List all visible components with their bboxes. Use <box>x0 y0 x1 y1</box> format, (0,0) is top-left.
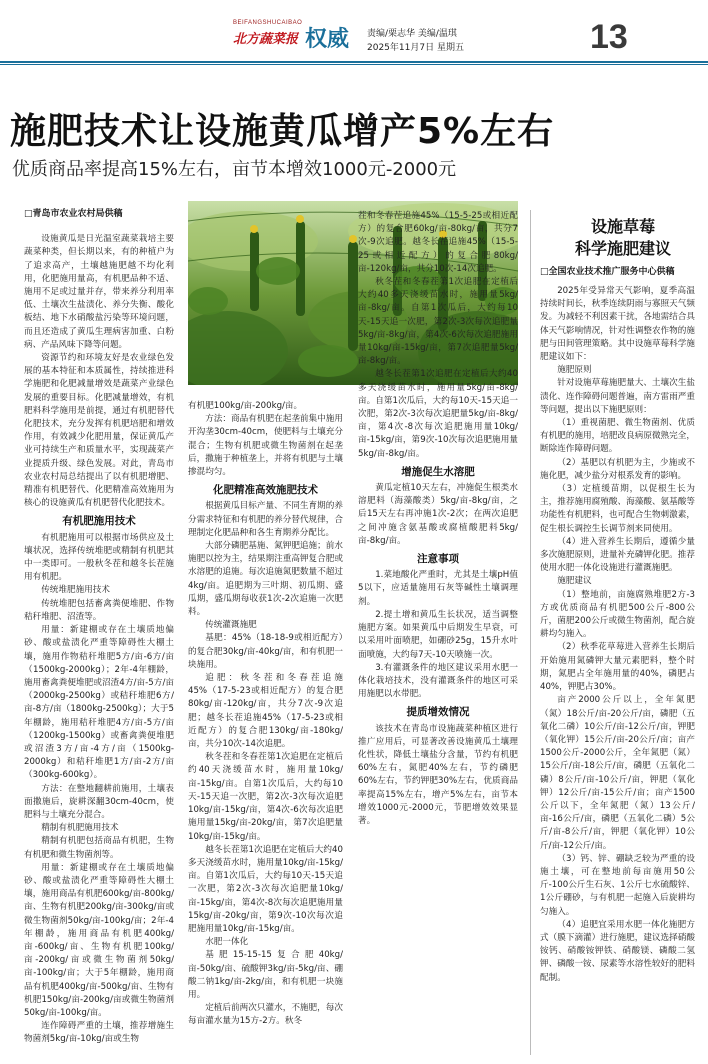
section-heading: 有机肥施用技术 <box>62 515 136 528</box>
paragraph: 2025年受异常天气影响，夏季高温持续时间长，秋季连续阴雨与寡照天气频发。为减轻不利因素干扰，各地需结合具体天气影响情况，针对性调整农作物的施肥与田间管理策略。其中设施草莓科学施肥建议如下： <box>540 286 695 363</box>
section-heading: 增施促生水溶肥 <box>401 465 475 478</box>
sub-heading: 精制有机肥施用技术 <box>41 823 119 834</box>
paragraph: （2）基肥以有机肥为主，少施或不施化肥，减少盐分对根系发育的影响。 <box>540 457 695 481</box>
paragraph: 秋冬茬和冬春茬第1次追肥在定植后约40天浇缓苗水时，施用量10kg/亩-15kg/亩。自第1次瓜后，大约每10天-15天追一次肥，第2次-3次每次追肥10kg/亩-15kg/亩，第4次-6次每次追肥施用量15kg/亩-20kg/亩，第7次追肥量10kg/亩-15kg/亩。 <box>188 752 343 842</box>
article-column-3 <box>358 210 518 1060</box>
sub-heading: 传统堆肥施用技术 <box>41 585 110 596</box>
masthead-rule <box>0 61 708 63</box>
paragraph: 追肥：秋冬茬和冬春茬追施45%（17-5-23或相近配方）的复合肥80kg/亩-120kg/亩，共分7次-9次追肥；越冬长茬追施45%（17-5-23或相近配方）的复合肥130kg/亩-180kg/亩，共分10次-14次追肥。 <box>188 673 343 750</box>
paragraph: 资源节约和环境友好是农业绿色发展的基本特征和本质属性，持续推进科学施肥和化肥减量增效是蔬菜产业绿色发展的重要目标。化肥减量增效，有机肥料科学施用是前提，通过有机肥替代化肥技术，充分发挥有机肥培肥和增效作用，有效减少化肥用量，保证黄瓜产业可持续生产和质量水平，实现蔬菜产业提质升级、绿色发展。对此，青岛市农业农村局总结提出了以有机肥增肥、精准有机肥替代、化肥精准高效施用为核心的设施黄瓜有机肥替代化肥技术。 <box>24 353 174 509</box>
paragraph: （1）整地前，亩施腐熟堆肥2方-3方或优质商品有机肥500公斤-800公斤，菌肥200公斤或微生物菌剂，配合旋耕均匀施入。 <box>540 589 695 640</box>
paragraph: 方法：在整地翻耕前施用，土壤表面撒施后，旋耕深翻30cm-40cm，使肥料与土壤充分混合。 <box>24 783 174 820</box>
sidebar-title-line1: 设施草莓 <box>590 217 655 236</box>
masthead-rule-thin <box>0 64 708 65</box>
paragraph: 有机肥施用可以根据市场供应及土壤状况，选择传统堆肥或精制有机肥其中一类即可。一般秋冬茬和越冬长茬施用有机肥。 <box>24 532 174 583</box>
article-column-2 <box>188 400 343 1060</box>
sidebar-byline: □全国农业技术推广服务中心供稿 <box>540 267 675 277</box>
paragraph: 连作障碍严重的土壤，推荐增施生物菌剂5kg/亩-10kg/亩或生物 <box>24 1021 174 1045</box>
masthead <box>0 0 708 62</box>
headline: 施肥技术让设施黄瓜增产5%左右 <box>10 111 555 152</box>
article-byline: □青岛市农业农村局供稿 <box>24 209 123 219</box>
paragraph: 传统堆肥包括畜禽粪便堆肥、作物秸秆堆肥、沼渣等。 <box>24 598 174 622</box>
paragraph: 3.有灌溉条件的地区建议采用水肥一体化栽培技术，没有灌溉条件的地区可采用施肥以水带肥。 <box>358 662 518 700</box>
subheadline: 优质商品率提高15%左右，亩节本增效1000元-2000元 <box>12 159 457 180</box>
sub-heading: 施肥原则 <box>557 365 592 376</box>
masthead-editors: 责编/栗志华 美编/温琪 <box>367 29 457 39</box>
paragraph: 2.提土增和黄瓜生长状况，适当调整施肥方案。如果黄瓜中后期发生早衰，可以采用叶面喷肥，如硼砂25g，15升水叶面喷施，大约每7天-10天喷施一次。 <box>358 609 518 660</box>
column-divider <box>530 210 531 1055</box>
section-heading: 注意事项 <box>417 553 459 566</box>
paragraph: 用量：新建棚或存在土壤质地偏砂、酸或盐渍化严重等障碍性大棚土壤，施用商品有机肥600kg/亩-800kg/亩、生物有机肥200kg/亩-300kg/亩或微生物菌剂50kg/亩-100kg/亩；2年-4年棚龄，施用商品有机肥400kg/亩-600kg/亩、生物有机肥100kg/亩-200kg/亩或微生物菌剂50kg/亩-100kg/亩；大于5年棚龄，施用商品有机肥400kg/亩-500kg/亩、生物有机肥150kg/亩-200kg/亩或微生物菌剂50kg/亩-100kg/亩。 <box>24 862 174 1018</box>
masthead-date: 2025年11月7日 星期五 <box>367 43 464 53</box>
paragraph: 1.菜地酸化严重时，尤其是土壤pH值5以下，应适量施用石灰等碱性土壤调理剂。 <box>358 570 518 607</box>
sub-heading: 施肥建议 <box>557 576 592 587</box>
sidebar-title-line2: 科学施肥建议 <box>574 239 671 258</box>
paragraph: （4）追肥宜采用水肥一体化施肥方式（膜下滴灌）进行施肥，建议选择硝酸铵钙、硝酸铵钾铁、硝酸镁、磷酸二氢钾、磷酸一铵、尿素等水溶性较好的肥料配制。 <box>540 919 695 983</box>
section-heading: 化肥精准高效施肥技术 <box>213 484 318 497</box>
paragraph: 秋冬茬和冬春茬第1次追肥在定植后大约40多天浇缓苗水时，施用量5kg/亩-8kg/亩。自第1次瓜后，大约每10天-15天追一次肥，第2次-3次每次追肥量5kg/亩-8kg/亩，第4次-6次每次追肥施用量10kg/亩-15kg/亩，第7次追肥量5kg/亩-8kg/亩。 <box>358 277 518 367</box>
paragraph: （1）重视菌肥、微生物菌剂、优质有机肥的施用，培肥改良病原微熟完全，断除连作障碍问题。 <box>540 418 695 455</box>
section-heading: 提质增效情况 <box>406 706 470 719</box>
paragraph: 越冬长茬第1次追肥在定植后大约40多天浇缓苗水时，施用量5kg/亩-8kg/亩。自第1次瓜后，大约每10天-15天追一次肥，第2次-3次每次追肥量5kg/亩-8kg/亩，第4次-8次每次追肥施用量10kg/亩-15kg/亩，第9次-10次每次追肥施用量5kg/亩-8kg/亩。 <box>358 369 518 459</box>
article-column-4 <box>540 285 695 1060</box>
page-number: 13 <box>590 18 628 56</box>
masthead-pinyin: BEIFANGSHUCAIBAO <box>233 20 303 26</box>
paragraph: 方法：商品有机肥在起垄前集中施用开沟垄30cm-40cm，使肥料与土壤充分混合；生物有机肥或微生物菌剂在起垄后，撒施于种植垄上，并将有机肥与土壤掺混均匀。 <box>188 414 343 478</box>
paragraph: 越冬长茬第1次追肥在定植后大约40多天浇缓苗水时，施用量10kg/亩-15kg/亩。自第1次瓜后，大约每10天-15天追一次肥，第2次-3次每次追肥量10kg/亩-15kg/亩，第4次-8次每次追肥施用量15kg/亩-20kg/亩，第9次-10次每次追肥施用量10kg/亩-15kg/亩。 <box>188 844 343 934</box>
sub-heading: 水肥一体化 <box>205 937 249 948</box>
article-column-1 <box>24 208 174 1058</box>
paragraph: （4）进入营养生长期后，遵循少量多次施肥原则，进量补充磷钾化肥。推荐使用水肥一体化设施进行灌溉施肥。 <box>540 536 695 574</box>
paragraph: 基肥15-15-15复合肥40kg/亩-50kg/亩、硫酸钾3kg/亩-5kg/亩、硼酸二钠1kg/亩-2kg/亩，和有机肥一块施用。 <box>188 950 343 1000</box>
paragraph: 黄瓜定植10天左右，冲施促生根类水溶肥料（海藻酸类）5kg/亩-8kg/亩，之后15天左右再冲施1次-2次；在两次追肥之间冲施含氨基酸或腐植酸肥料5kg/亩-8kg/亩。 <box>358 483 518 546</box>
masthead-newspaper-name: 北方蔬菜报 <box>233 32 299 47</box>
paragraph: （3）钙、锌、硼缺乏较为严重的设施土壤，可在整地前每亩施用50公斤-100公斤生石灰、1公斤七水硫酸锌、1公斤硼砂，与有机肥一起施入后旋耕均匀施入。 <box>540 853 695 917</box>
sub-heading: 传统灌溉施肥 <box>205 620 257 631</box>
paragraph: 设施黄瓜是日光温室蔬菜栽培主要蔬菜种类，但长期以来，有的种植户为了追求高产，土壤越施肥越不均化利用，化肥施用量高，有机肥品种不适、施用不足或过量并存，带来养分利用率低、土壤次生盐渍化、养分失衡、酸化板结、地下水硝酸盐污染等环境问题，而且还造成了黄瓜生理病害加重、白粉病、产品风味下降等问题。 <box>24 234 174 350</box>
paragraph: 该技术在青岛市设施蔬菜种植区进行推广应用后，可显著改善设施黄瓜土壤理化性状，降低土壤盐分含量，节约有机肥60%左右，氮肥40%左右，节约磷肥60%左右，节约钾肥30%左右，优质商品率提高15%左右，增产5%左右，亩节本增效1000元-2000元，节肥增效效果显著。 <box>358 723 518 826</box>
paragraph: 基肥：45%（18-18-9或相近配方）的复合肥30kg/亩-40kg/亩，和有机肥一块施用。 <box>188 633 343 670</box>
paragraph: 茬和冬春茬追施45%（15-5-25或相近配方）的复合肥60kg/亩-80kg/亩，共分7次-9次追肥。越冬长茬追施45%（15-5-25或相近配方）的复合肥80kg/亩-120kg/亩，共分10次-14次追肥。 <box>358 211 518 274</box>
paragraph: （2）秋季花草莓进入营养生长期后开始施用氮磷钾大量元素肥料，整个时期，氮肥占全年施用量的40%，磷肥占40%，钾肥占30%。 <box>540 642 695 693</box>
sidebar-article-title <box>548 216 698 260</box>
paragraph: 针对设施草莓施肥量大、土壤次生盐渍化、连作障碍问题普遍，南方雷雨严重等问题，提出以下施肥原则： <box>540 378 695 415</box>
paragraph: 有机肥100kg/亩-200kg/亩。 <box>188 401 303 411</box>
paragraph: 精制有机肥包括商品有机肥，生物有机肥和微生物菌剂等。 <box>24 836 174 860</box>
paragraph: 大部分磷肥基施、氮钾肥追施；前水施肥以控为主，结果期注重高钾复合肥或水溶肥的追施。每次追施氮肥数量不超过4kg/亩。追肥期为三叶期、初瓜期、盛瓜期，盛瓜期每收获1次-2次追施一次肥料。 <box>188 541 343 618</box>
paragraph: （3）定植缓苗期，以促根生长为主，推荐施用腐殖酸、海藻酸、氨基酸等功能性有机肥料，也可配合生物刺激素，促生根长调控生长调节剂来同使用。 <box>540 484 695 534</box>
masthead-section: 权威 <box>305 27 350 52</box>
paragraph: 用量：新建棚或存在土壤质地偏砂、酸或盐渍化严重等障碍性大棚土壤，施用作物秸秆堆肥5方/亩-6方/亩（1500kg-2000kg）；2年-4年棚龄，施用畜禽粪便堆肥或沼渣4方/亩-5方/亩（2000kg-2500kg）或秸秆堆肥6方/亩-8方/亩（1800kg-2500kg）；大于5年棚龄，施用秸秆堆肥4方/亩-5方/亩（1200kg-1500kg）或畜禽粪便堆肥或沼渣3方/亩-4方/亩（1500kg-2000kg）和秸秆堆肥1方/亩-2方/亩（300kg-600kg）。 <box>24 625 174 781</box>
paragraph: 定植后前两次只灌水，不施肥，每次每亩灌水量为15方-2方。秋冬 <box>188 1003 343 1027</box>
paragraph: 根据黄瓜目标产量、不同生育期的养分需求特征和有机肥的养分替代规律，合理制定化肥品种和各生育期养分配比。 <box>188 501 343 538</box>
paragraph: 亩产2000公斤以上，全年氮肥（氮）18公斤/亩-20公斤/亩，磷肥（五氧化二磷）10公斤/亩-12公斤/亩，钾肥（氧化钾）15公斤/亩-20公斤/亩；亩产1500公斤-2000公斤，全年氮肥（氮）15公斤/亩-18公斤/亩，磷肥（五氧化二磷）8公斤/亩-10公斤/亩，钾肥（氧化钾）12公斤/亩-15公斤/亩；亩产1500公斤以下，全年氮肥（氮）13公斤/亩-16公斤/亩，磷肥（五氧化二磷）5公斤/亩-8公斤/亩，钾肥（氧化钾）10公斤/亩-12公斤/亩。 <box>540 695 695 851</box>
